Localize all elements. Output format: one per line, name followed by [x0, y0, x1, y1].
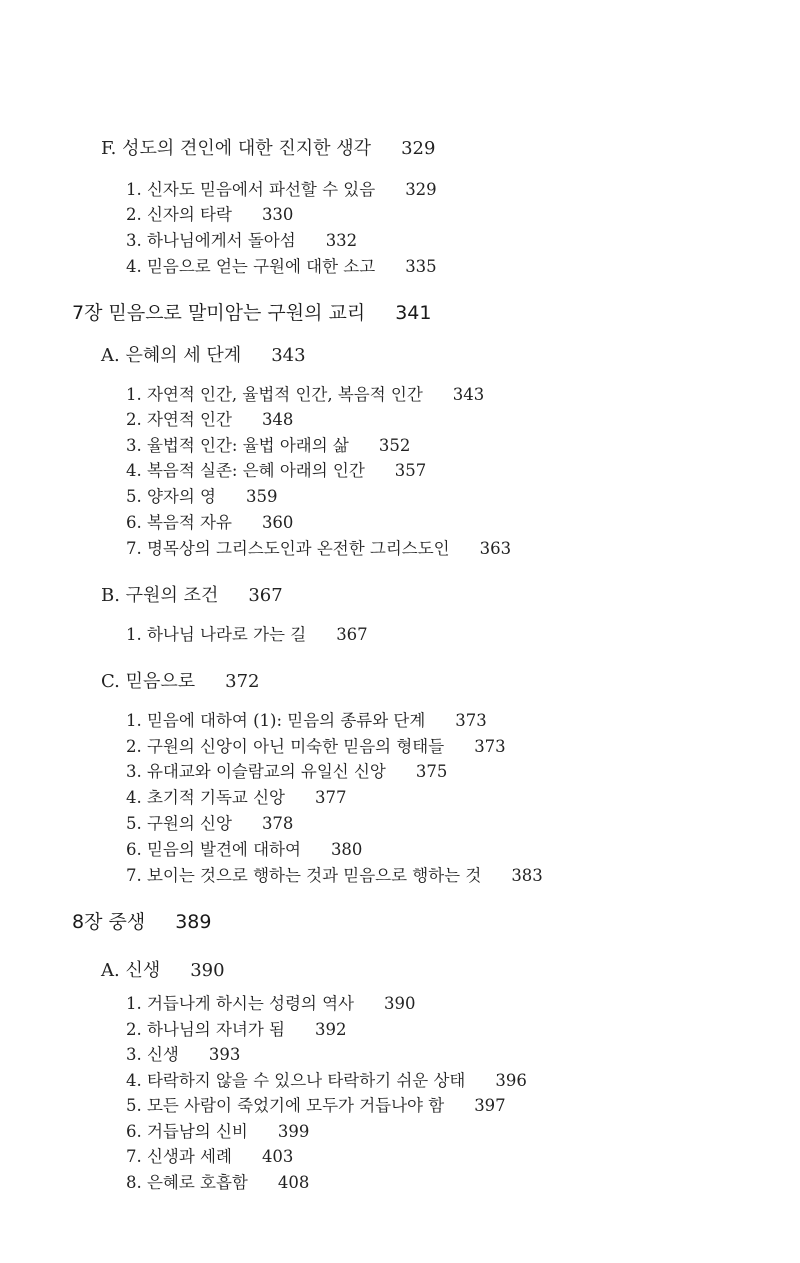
toc-item-title: 1. 하나님 나라로 가는 길 [126, 625, 307, 644]
toc-page-number: 329 [401, 138, 436, 159]
toc-item-title: 6. 복음적 자유 [126, 513, 232, 532]
toc-item-title: 7. 보이는 것으로 행하는 것과 믿음으로 행하는 것 [126, 866, 482, 885]
toc-item [126, 1118, 309, 1142]
toc-item-title: 6. 믿음의 발견에 대하여 [126, 840, 301, 859]
toc-chapter [72, 907, 211, 934]
toc-page-number: 352 [378, 436, 411, 455]
toc-item-title: 3. 신생 [126, 1045, 179, 1064]
toc-page-number: 378 [261, 814, 294, 833]
toc-item-title: 8. 은혜로 호흡함 [126, 1173, 248, 1192]
toc-item-title: 1. 믿음에 대하여 (1): 믿음의 종류와 단계 [126, 711, 426, 730]
toc-item [126, 201, 293, 225]
toc-item [126, 1169, 309, 1193]
toc-item-title: 7. 명목상의 그리스도인과 온전한 그리스도인 [126, 539, 450, 558]
toc-item [126, 1041, 240, 1065]
toc-section-title: A. 신생 [101, 960, 161, 981]
toc-item [126, 509, 293, 533]
toc-page-number: 392 [315, 1020, 347, 1039]
toc-page-number: 367 [248, 585, 283, 606]
toc-item-title: 3. 하나님에게서 돌아섬 [126, 231, 296, 250]
toc-chapter-title: 7장 믿음으로 말미암는 구원의 교리 [72, 302, 366, 324]
toc-item-title: 1. 거듭나게 하시는 성령의 역사 [126, 994, 354, 1013]
toc-page-number: 332 [325, 231, 358, 250]
toc-page-number: 329 [405, 180, 437, 199]
toc-item-title: 3. 율법적 인간: 율법 아래의 삶 [126, 436, 349, 455]
toc-item [126, 535, 511, 559]
toc-item [126, 621, 368, 645]
toc-section-title: A. 은혜의 세 단계 [101, 345, 242, 366]
toc-page-number: 373 [474, 737, 506, 756]
toc-item-title: 2. 자연적 인간 [126, 410, 232, 429]
toc-item-title: 2. 신자의 타락 [126, 205, 232, 224]
toc-item [126, 1143, 293, 1167]
toc-page-number: 403 [261, 1147, 294, 1166]
toc-item [126, 227, 357, 251]
toc-section-title: F. 성도의 견인에 대한 진지한 생각 [101, 138, 372, 159]
toc-item [126, 432, 410, 456]
toc-item-title: 4. 복음적 실존: 은혜 아래의 인간 [126, 461, 365, 480]
toc-page-number: 408 [277, 1173, 310, 1192]
toc-page-number: 363 [479, 539, 512, 558]
toc-item-title: 5. 양자의 영 [126, 487, 216, 506]
toc-page-number: 396 [495, 1071, 527, 1090]
toc-item [126, 253, 437, 277]
toc-item-title: 2. 하나님의 자녀가 됨 [126, 1020, 285, 1039]
toc-item [126, 381, 484, 405]
toc-page-number: 343 [452, 385, 485, 404]
toc-chapter [72, 298, 431, 325]
toc-page-number: 335 [405, 257, 437, 276]
toc-item [126, 707, 487, 731]
toc-item [126, 1092, 506, 1116]
toc-item [126, 176, 437, 200]
toc-item-title: 5. 모든 사람이 죽었기에 모두가 거듭나야 함 [126, 1096, 445, 1115]
toc-page-number: 389 [175, 911, 212, 933]
toc-page-number: 367 [336, 625, 368, 644]
toc-page-number: 373 [455, 711, 487, 730]
toc-item [126, 1016, 347, 1040]
toc-chapter-title: 8장 중생 [72, 911, 146, 933]
toc-page-number: 348 [261, 410, 294, 429]
toc-section [101, 581, 283, 607]
toc-item [126, 862, 543, 886]
toc-page-number: 393 [208, 1045, 241, 1064]
toc-section [101, 956, 225, 982]
toc-item-title: 3. 유대교와 이슬람교의 유일신 신앙 [126, 762, 386, 781]
toc-section [101, 667, 260, 693]
toc-page-number: 399 [277, 1122, 310, 1141]
toc-item-title: 6. 거듭남의 신비 [126, 1122, 248, 1141]
toc-page-number: 343 [271, 345, 306, 366]
toc-item-title: 7. 신생과 세례 [126, 1147, 232, 1166]
toc-item-title: 4. 타락하지 않을 수 있으나 타락하기 쉬운 상태 [126, 1071, 466, 1090]
toc-page-number: 341 [395, 302, 432, 324]
toc-item [126, 483, 278, 507]
toc-page-number: 377 [315, 788, 347, 807]
toc-item-title: 5. 구원의 신앙 [126, 814, 232, 833]
toc-item [126, 733, 506, 757]
toc-page-number: 360 [261, 513, 294, 532]
toc-section-title: C. 믿음으로 [101, 671, 196, 692]
toc-page-number: 397 [474, 1096, 506, 1115]
toc-section [101, 341, 306, 367]
toc-page-number: 383 [511, 866, 543, 885]
toc-item-title: 1. 자연적 인간, 율법적 인간, 복음적 인간 [126, 385, 423, 404]
toc-page-number: 359 [246, 487, 278, 506]
toc-item [126, 1067, 527, 1091]
toc-page-number: 375 [415, 762, 448, 781]
toc-page-number: 330 [261, 205, 294, 224]
toc-item-title: 4. 초기적 기독교 신앙 [126, 788, 285, 807]
toc-item [126, 990, 416, 1014]
toc-section [101, 134, 435, 160]
toc-item [126, 406, 293, 430]
toc-item [126, 810, 293, 834]
toc-page-number: 372 [225, 671, 260, 692]
toc-item [126, 784, 347, 808]
toc-item-title: 4. 믿음으로 얻는 구원에 대한 소고 [126, 257, 376, 276]
toc-item [126, 836, 362, 860]
toc-item-title: 2. 구원의 신앙이 아닌 미숙한 믿음의 형태들 [126, 737, 445, 756]
toc-item [126, 758, 447, 782]
toc-item-title: 1. 신자도 믿음에서 파선할 수 있음 [126, 180, 376, 199]
toc-page-number: 357 [394, 461, 427, 480]
toc-section-title: B. 구원의 조건 [101, 585, 219, 606]
toc-page-number: 380 [330, 840, 363, 859]
toc-page-number: 390 [190, 960, 225, 981]
toc-item [126, 457, 426, 481]
toc-page-number: 390 [384, 994, 416, 1013]
